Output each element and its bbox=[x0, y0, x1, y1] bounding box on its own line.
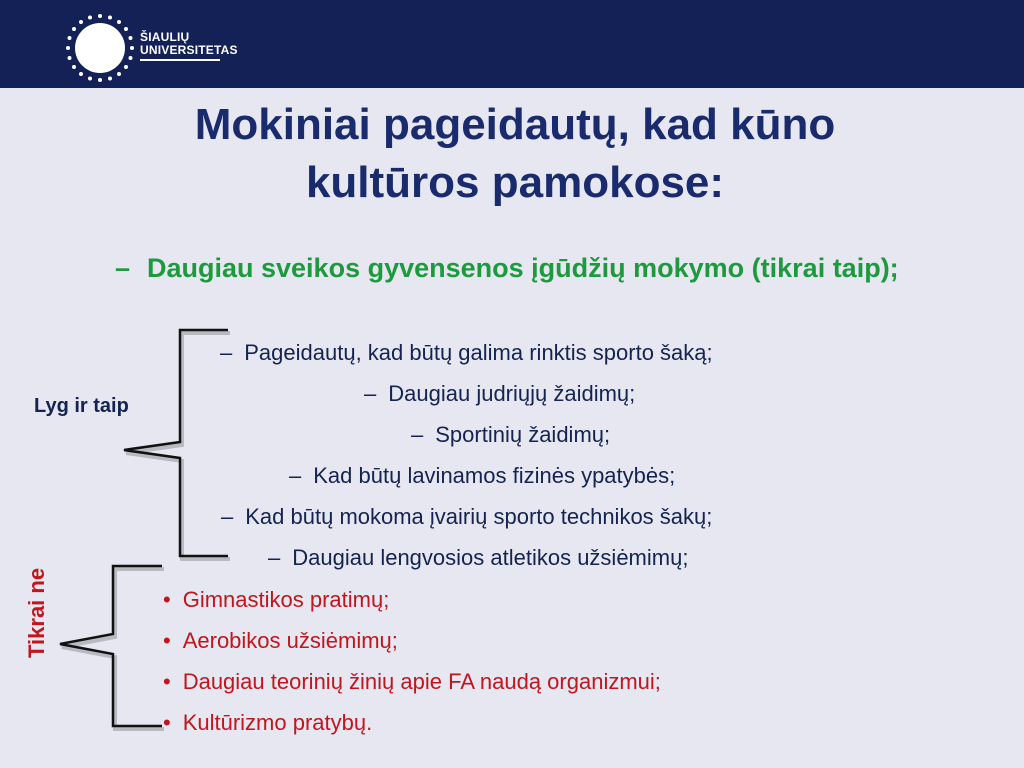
bullet-item-text: Kultūrizmo pratybų. bbox=[182, 710, 373, 735]
bullet-item-text: Aerobikos užsiėmimų; bbox=[182, 628, 398, 653]
title-line-1: Mokiniai pageidautų, kad kūno bbox=[194, 100, 836, 149]
sub-item-dash: – bbox=[268, 545, 281, 570]
sub-item-text: Kad būtų lavinamos fizinės ypatybės; bbox=[313, 463, 676, 488]
sub-item-dash: – bbox=[221, 504, 234, 529]
sub-item-dash: – bbox=[411, 422, 424, 447]
bullet-dot: • bbox=[163, 710, 171, 735]
logo-line-1: ŠIAULIŲ bbox=[140, 30, 190, 44]
sub-item-text: Kad būtų mokoma įvairių sporto technikos šakų; bbox=[245, 504, 713, 529]
label-tikrai-ne: Tikrai ne bbox=[24, 567, 49, 658]
brace-lower-line bbox=[60, 566, 162, 726]
bullet-item-text: Daugiau teorinių žinių apie FA naudą organizmui; bbox=[182, 669, 661, 694]
bullet-dot: • bbox=[163, 628, 171, 653]
bullet-dot: • bbox=[163, 587, 171, 612]
bullet-dot: • bbox=[163, 669, 171, 694]
bullet-item-text: Gimnastikos pratimų; bbox=[182, 587, 390, 612]
brace-upper-line bbox=[124, 330, 228, 556]
sub-item-text: Pageidautų, kad būtų galima rinktis sporto šaką; bbox=[244, 340, 713, 365]
logo-line-2: UNIVERSITETAS bbox=[140, 43, 238, 57]
title-line-2: kultūros pamokose: bbox=[305, 158, 725, 207]
main-item-dash: – bbox=[115, 253, 131, 283]
sub-item-text: Sportinių žaidimų; bbox=[435, 422, 611, 447]
sub-item-dash: – bbox=[220, 340, 233, 365]
label-lyg-ir-taip: Lyg ir taip bbox=[34, 395, 129, 417]
sub-item-dash: – bbox=[364, 381, 377, 406]
main-item-text: Daugiau sveikos gyvensenos įgūdžių mokymo (tikrai taip); bbox=[147, 253, 899, 283]
sub-item-dash: – bbox=[289, 463, 302, 488]
sub-item-text: Daugiau judriųjų žaidimų; bbox=[388, 381, 636, 406]
brace-upper bbox=[126, 333, 233, 559]
sub-item-text: Daugiau lengvosios atletikos užsiėmimų; bbox=[292, 545, 689, 570]
